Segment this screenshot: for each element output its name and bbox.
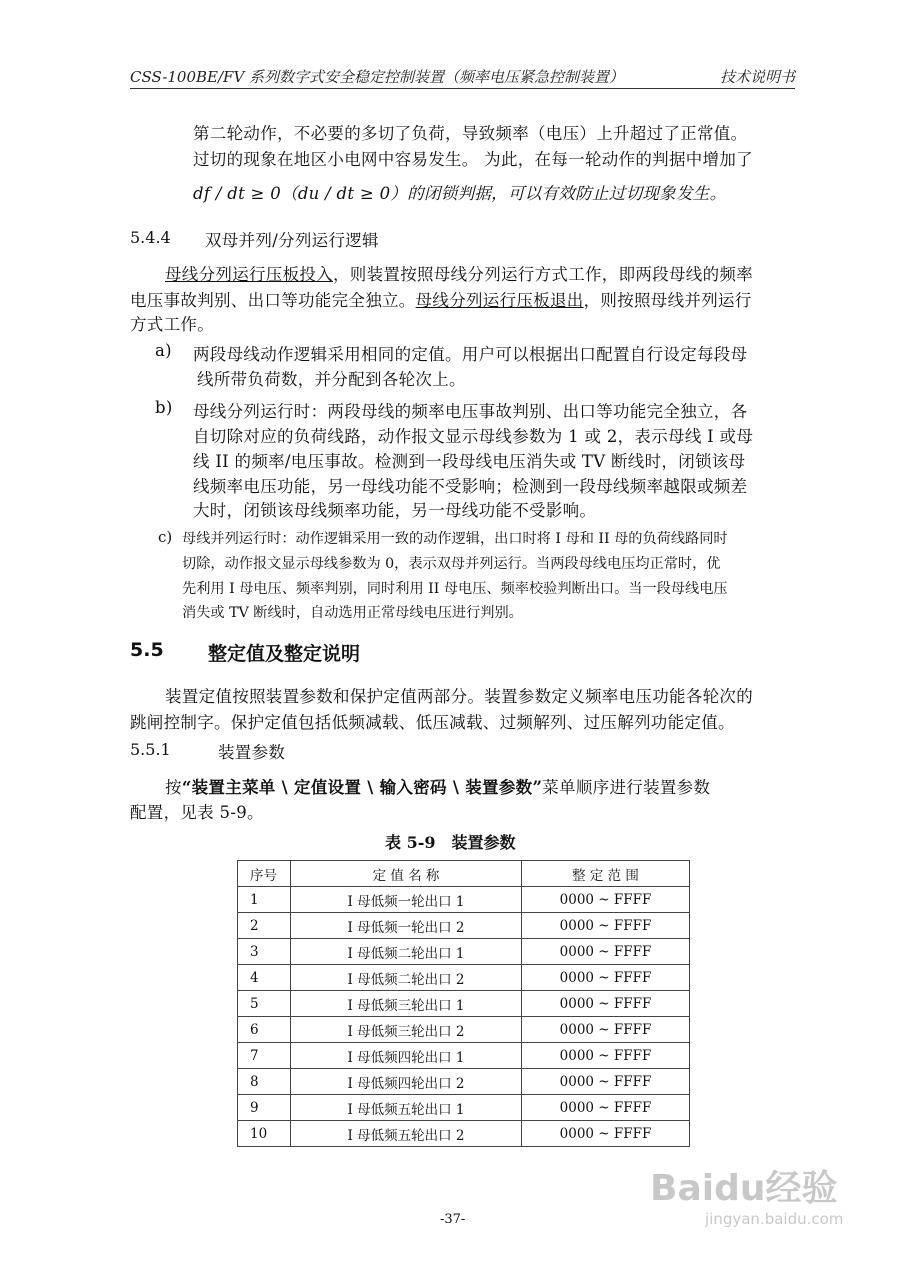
setting-name-cell: I 母低频二轮出口 2 bbox=[291, 965, 522, 991]
row-number-cell: 1 bbox=[238, 887, 291, 913]
item-b-line3: 线 II 的频率/电压事故。检测到一段母线电压消失或 TV 断线时，闭锁该母 bbox=[193, 452, 746, 471]
para3-line2: 跳闸控制字。保护定值包括低频减载、低压减载、过频解列、过压解列功能定值。 bbox=[130, 713, 735, 732]
row-number-cell: 3 bbox=[238, 939, 291, 965]
setting-range-cell: 0000 ~ FFFF bbox=[522, 965, 690, 991]
item-b-marker: b) bbox=[155, 398, 173, 417]
setting-name-cell: I 母低频四轮出口 2 bbox=[291, 1069, 522, 1095]
text: ，则按照母线并列运行 bbox=[583, 291, 752, 310]
para4-line1 bbox=[165, 774, 710, 798]
row-number-cell: 6 bbox=[238, 1017, 291, 1043]
setting-range-cell: 0000 ~ FFFF bbox=[522, 1069, 690, 1095]
para1-line1: 第二轮动作，不必要的多切了负荷，导致频率（电压）上升超过了正常值。 bbox=[193, 124, 748, 143]
item-a-marker: a) bbox=[155, 341, 172, 360]
table-row bbox=[238, 939, 690, 965]
row-number-cell: 5 bbox=[238, 991, 291, 1017]
para1-formula-line: df / dt ≥ 0（du / dt ≥ 0）的闭锁判据，可以有效防止过切现象发生。 bbox=[193, 184, 727, 203]
header-cell: 整 定 范 围 bbox=[522, 861, 690, 887]
setting-name-cell: I 母低频五轮出口 1 bbox=[291, 1095, 522, 1121]
section-5-5-number: 5.5 bbox=[130, 639, 164, 661]
para2-line1 bbox=[165, 261, 753, 285]
item-a-line1: 两段母线动作逻辑采用相同的定值。用户可以根据出口配置自行设定每段母 bbox=[193, 345, 748, 364]
para1-line2: 过切的现象在地区小电网中容易发生。 为此，在每一轮动作的判据中增加了 bbox=[193, 150, 753, 169]
table-row bbox=[238, 1043, 690, 1069]
text: 菜单顺序进行装置参数 bbox=[542, 778, 711, 797]
item-c-marker: c) bbox=[158, 528, 173, 546]
setting-name-cell: I 母低频五轮出口 2 bbox=[291, 1121, 522, 1147]
section-5-5-title: 整定值及整定说明 bbox=[208, 643, 361, 665]
table-row bbox=[238, 991, 690, 1017]
item-b-line1: 母线分列运行时：两段母线的频率电压事故判别、出口等功能完全独立，各 bbox=[193, 402, 748, 421]
section-5-4-4-title: 双母并列/分列运行逻辑 bbox=[205, 231, 379, 250]
setting-range-cell: 0000 ~ FFFF bbox=[522, 1121, 690, 1147]
row-number-cell: 10 bbox=[238, 1121, 291, 1147]
menu-path: “装置主菜单 \ 定值设置 \ 输入密码 \ 装置参数” bbox=[181, 778, 543, 797]
row-number-cell: 7 bbox=[238, 1043, 291, 1069]
setting-range-cell: 0000 ~ FFFF bbox=[522, 1095, 690, 1121]
setting-name-cell: I 母低频三轮出口 2 bbox=[291, 1017, 522, 1043]
item-c-line1: 母线并列运行时：动作逻辑采用一致的动作逻辑，出口时将 I 母和 II 母的负荷线路同时 bbox=[182, 531, 728, 547]
row-number-cell: 2 bbox=[238, 913, 291, 939]
section-5-5-1-title: 装置参数 bbox=[218, 743, 286, 762]
para3-line1: 装置定值按照装置参数和保护定值两部分。装置参数定义频率电压功能各轮次的 bbox=[165, 687, 753, 706]
row-number-cell: 4 bbox=[238, 965, 291, 991]
section-5-4-4-number: 5.4.4 bbox=[130, 228, 171, 247]
table-row bbox=[238, 1017, 690, 1043]
item-a-line2: 线所带负荷数，并分配到各轮次上。 bbox=[197, 370, 466, 389]
row-number-cell: 8 bbox=[238, 1069, 291, 1095]
item-b-line2: 自切除对应的负荷线路，动作报文显示母线参数为 1 或 2，表示母线 I 或母 bbox=[193, 427, 754, 446]
setting-name-cell: I 母低频三轮出口 1 bbox=[291, 991, 522, 1017]
table-row bbox=[238, 1121, 690, 1147]
para2-line3: 方式工作。 bbox=[130, 315, 214, 334]
header-right: 技术说明书 bbox=[719, 68, 795, 86]
item-c-line3: 先利用 I 母电压、频率判别，同时利用 II 母电压、频率校验判断出口。当一段母线电压 bbox=[182, 581, 728, 597]
setting-name-cell: I 母低频一轮出口 2 bbox=[291, 913, 522, 939]
setting-range-cell: 0000 ~ FFFF bbox=[522, 1043, 690, 1069]
para2-line2 bbox=[130, 287, 752, 311]
setting-name-cell: I 母低频一轮出口 1 bbox=[291, 887, 522, 913]
page-header bbox=[130, 64, 795, 89]
underlined-term: 母线分列运行压板投入 bbox=[165, 265, 333, 284]
text: ，则装置按照母线分列运行方式工作，即两段母线的频率 bbox=[333, 265, 753, 284]
table-header-row bbox=[238, 861, 690, 887]
setting-range-cell: 0000 ~ FFFF bbox=[522, 939, 690, 965]
watermark-url: jingyan.baidu.com bbox=[705, 1210, 844, 1228]
setting-name-cell: I 母低频四轮出口 1 bbox=[291, 1043, 522, 1069]
table-row bbox=[238, 913, 690, 939]
header-title: CSS-100BE/FV 系列数字式安全稳定控制装置（频率电压紧急控制装置） bbox=[130, 68, 625, 86]
table-row bbox=[238, 1095, 690, 1121]
underlined-term: 母线分列运行压板退出 bbox=[415, 291, 584, 310]
text: 电压事故判别、出口等功能完全独立。 bbox=[130, 291, 416, 310]
page-number: -37- bbox=[440, 1212, 466, 1227]
setting-range-cell: 0000 ~ FFFF bbox=[522, 913, 690, 939]
text: 按 bbox=[165, 778, 182, 797]
setting-range-cell: 0000 ~ FFFF bbox=[522, 887, 690, 913]
item-c-line4: 消失或 TV 断线时，自动选用正常母线电压进行判别。 bbox=[182, 605, 523, 621]
item-c-line2: 切除，动作报文显示母线参数为 0，表示双母并列运行。当两段母线电压均正常时，优 bbox=[182, 556, 721, 572]
setting-range-cell: 0000 ~ FFFF bbox=[522, 991, 690, 1017]
header-cell: 序号 bbox=[238, 861, 291, 887]
row-number-cell: 9 bbox=[238, 1095, 291, 1121]
setting-range-cell: 0000 ~ FFFF bbox=[522, 1017, 690, 1043]
baidu-watermark-logo: Baidu经验 bbox=[650, 1168, 838, 1209]
header-cell: 定 值 名 称 bbox=[291, 861, 522, 887]
setting-name-cell: I 母低频二轮出口 1 bbox=[291, 939, 522, 965]
table-caption: 表 5-9 装置参数 bbox=[385, 833, 516, 852]
item-b-line4: 线频率电压功能，另一母线功能不受影响；检测到一段母线频率越限或频差 bbox=[193, 477, 748, 496]
section-5-5-1-number: 5.5.1 bbox=[130, 740, 171, 759]
table-row bbox=[238, 965, 690, 991]
para4-line2: 配置，见表 5-9。 bbox=[130, 803, 264, 822]
parameter-table bbox=[237, 860, 690, 1147]
item-b-line5: 大时，闭锁该母线频率功能，另一母线功能不受影响。 bbox=[193, 501, 597, 520]
table-row bbox=[238, 887, 690, 913]
table-row bbox=[238, 1069, 690, 1095]
